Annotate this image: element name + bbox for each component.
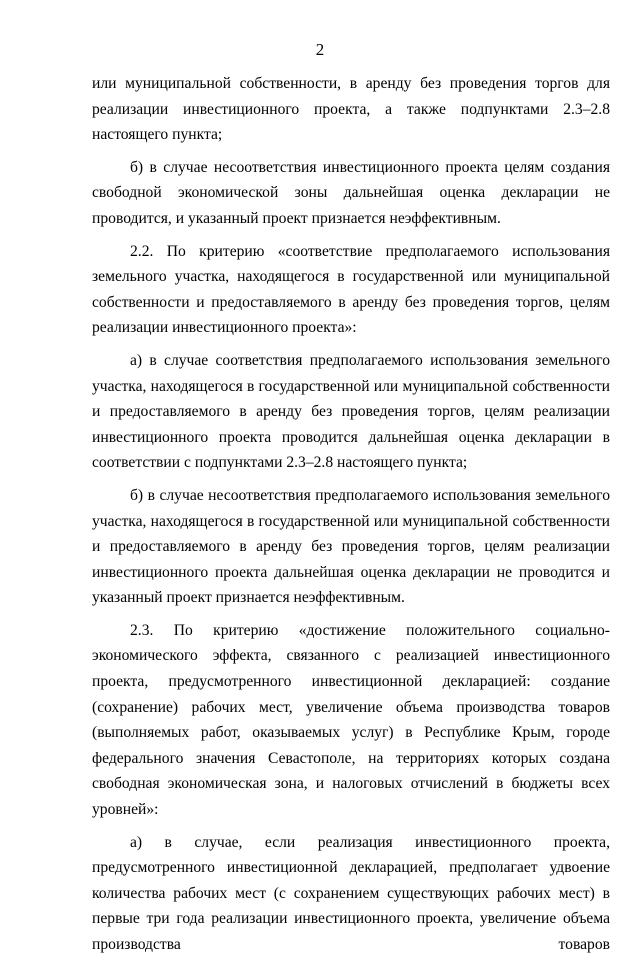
paragraph-2-2-a: а) в случае соответствия предполагаемого использования земельного участка, находящегося в государственной или муниципальной собственности и предоставляемого в аренду без проведения торгов, целям реализации инвестиционного проекта проводится дальнейшая оценка декларации в соответствии с подпунктами 2.3–2.8 настоящего пункта; xyxy=(92,351,610,472)
document-body xyxy=(92,71,610,958)
paragraph-2-2: 2.2. По критерию «соответствие предполагаемого использования земельного участка, находящегося в государственной или муниципальной собственности и предоставляемого в аренду без проведения торгов, целям реализации инвестиционного проекта»: xyxy=(92,242,610,337)
paragraph-continuation: или муниципальной собственности, в аренду без проведения торгов для реализации инвестиционного проекта, а также подпунктами 2.3–2.8 настоящего пункта; xyxy=(92,75,610,144)
paragraph-2-3: 2.3. По критерию «достижение положительного социально-экономического эффекта, связанного с реализацией инвестиционного проекта, предусмотренного инвестиционной декларацией: создание (сохранение) рабочих мест, увеличение объема производства товаров (выполняемых работ, оказываемых услуг) в Республике Крым, городе федерального значения Севастополе, на территориях которых создана свободная экономическая зона, и налоговых отчислений в бюджеты всех уровней»: xyxy=(92,621,610,819)
paragraph-2-1-b: б) в случае несоответствия инвестиционного проекта целям создания свободной экономической зоны дальнейшая оценка декларации не проводится, и указанный проект признается неэффективным. xyxy=(92,158,610,227)
page-number: 2 xyxy=(315,40,325,59)
paragraph-2-2-b: б) в случае несоответствия предполагаемого использования земельного участка, находящегося в государственной или муниципальной собственности и предоставляемого в аренду без проведения торгов, целям реализации инвестиционного проекта дальнейшая оценка декларации не проводится и указанный проект признается неэффективным. xyxy=(92,486,610,607)
paragraph-2-3-a: а) в случае, если реализация инвестиционного проекта, предусмотренного инвестиционной декларацией, предполагает удвоение количества рабочих мест (с сохранением существующих рабочих мест) в первые три года реализации инвестиционного проекта, увеличение объема производства товаров xyxy=(92,833,610,953)
